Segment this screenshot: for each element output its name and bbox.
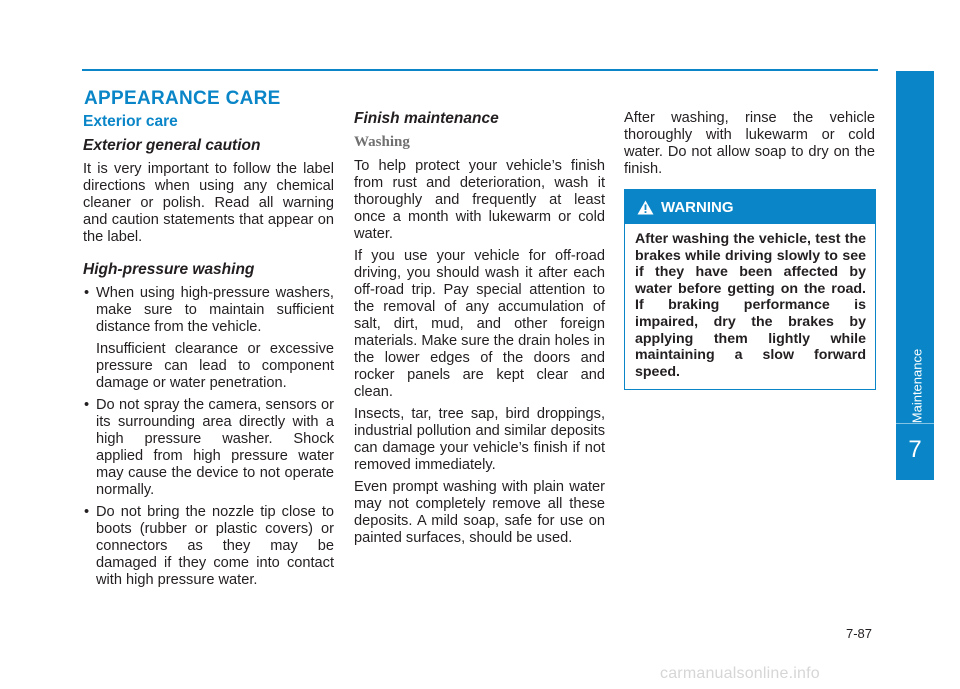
list-item-text: Do not bring the nozzle tip close to boots (rubber or plastic covers) or connectors as they may be damaged if they come into contact with high pressure water. <box>96 504 334 588</box>
washing-paragraph-4: Even prompt washing with plain water may not completely remove all these deposits. A mild soap, safe for use on painted surfaces, should be used. <box>354 479 605 546</box>
washing-paragraph-3: Insects, tar, tree sap, bird droppings, industrial pollution and similar deposits can damage your vehicle’s finish if not removed immediately. <box>354 406 605 473</box>
warning-triangle-icon <box>637 200 654 215</box>
page-number: 7-87 <box>846 626 873 641</box>
chapter-label: Maintenance <box>909 348 925 424</box>
rinse-paragraph: After washing, rinse the vehicle thoroughly with lukewarm or cold water. Do not allow soap to dry on the finish. <box>624 110 875 177</box>
warning-text: After washing the vehicle, test the brakes while driving slowly to see if they have been affected by water before getting on the road. If braking performance is impaired, dry the brakes by applying them lightly while maintaining a slow forward speed. <box>635 231 866 380</box>
chapter-number: 7 <box>908 436 922 463</box>
exterior-general-caution-heading: Exterior general caution <box>83 137 261 154</box>
top-rule <box>82 69 878 71</box>
watermark: carmanualsonline.info <box>660 665 820 682</box>
list-item-text: When using high-pressure washers, make sure to maintain sufficient distance from the vehicle. <box>96 285 334 335</box>
warning-title: WARNING <box>661 198 734 216</box>
middle-column <box>354 110 605 552</box>
list-item <box>83 285 334 392</box>
high-pressure-washing-heading: High-pressure washing <box>83 261 255 278</box>
list-item-continuation: Insufficient clearance or excessive pressure can lead to component damage or water penetration. <box>96 341 334 391</box>
bullet-icon: • <box>84 397 90 413</box>
exterior-care-heading: Exterior care <box>83 113 178 130</box>
finish-maintenance-heading: Finish maintenance <box>354 110 499 127</box>
washing-subheading: Washing <box>354 134 410 150</box>
list-item <box>83 504 334 589</box>
bullet-icon: • <box>84 504 90 520</box>
list-item-text: Do not spray the camera, sensors or its surrounding area directly with a high pressure washer. Shock applied from high pressure water may cause the device to not operate normally. <box>96 397 334 498</box>
warning-header <box>625 190 875 224</box>
section-title: APPEARANCE CARE <box>84 88 281 109</box>
washing-paragraph-2: If you use your vehicle for off-road driving, you should wash it after each off-road trip. Pay special attention to the removal of any accumulation of salt, dirt, mud, and other foreign materials. Make sure the drain holes in the lower edges of the doors and rocker panels are kept clear and clean. <box>354 248 605 400</box>
list-item <box>83 397 334 499</box>
chapter-divider <box>896 423 934 424</box>
right-column <box>624 110 875 390</box>
washing-paragraph-1: To help protect your vehicle’s finish from rust and deterioration, wash it thoroughly and frequently at least once a month with lukewarm or cold water. <box>354 158 605 242</box>
general-caution-paragraph: It is very important to follow the label directions when using any chemical cleaner or polish. Read all warning and caution statements that appear on the label. <box>83 161 334 245</box>
high-pressure-list <box>83 285 334 589</box>
left-column <box>83 110 334 594</box>
bullet-icon: • <box>84 285 90 301</box>
warning-box <box>624 189 876 390</box>
